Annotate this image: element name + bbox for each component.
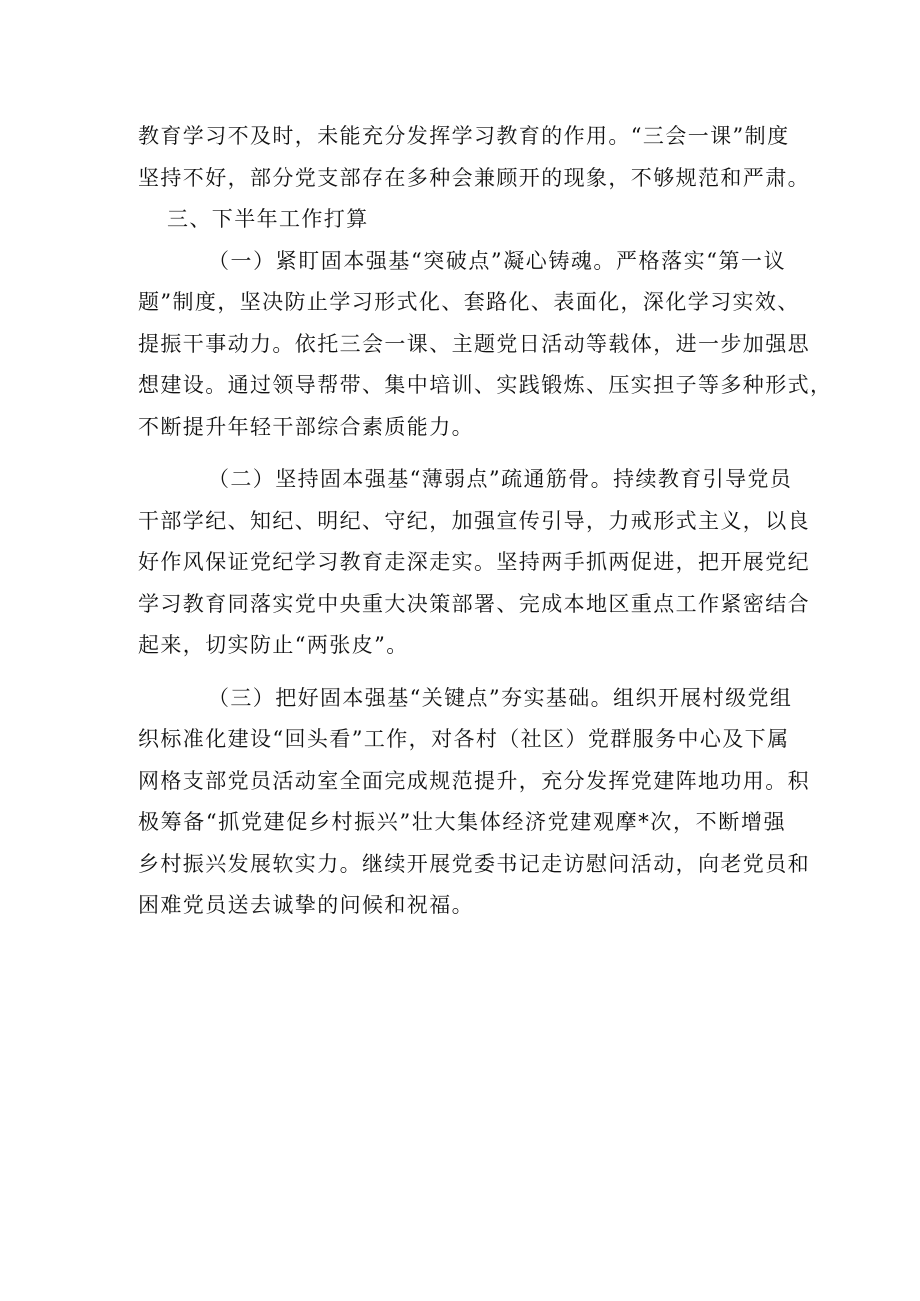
paragraph-line: 织标准化建设“回头看”工作，对各村（社区）党群服务中心及下属 xyxy=(138,727,790,751)
paragraph-line: 想建设。通过领导帮带、集中培训、实践锻炼、压实担子等多种形式， xyxy=(138,373,833,397)
paragraph-line: 学习教育同落实党中央重大决策部署、完成本地区重点工作紧密结合 xyxy=(138,591,810,616)
paragraph-line: （一）紧盯固本强基“突破点”凝心铸魂。严格落实“第一议 xyxy=(208,248,786,273)
paragraph-line: 起来，切实防止“两张皮”。 xyxy=(138,633,409,657)
document-body xyxy=(138,116,833,927)
paragraph-line: 不断提升年轻干部综合素质能力。 xyxy=(138,414,474,439)
paragraph-line: 困难党员送去诚挚的问候和祝福。 xyxy=(138,893,474,917)
section-heading: 三、下半年工作打算 xyxy=(167,207,369,231)
paragraph-line: 干部学纪、知纪、明纪、守纪，加强宣传引导，力戒形式主义，以良 xyxy=(138,508,810,533)
paragraph-line: 乡村振兴发展软实力。继续开展党委书记走访慰问活动，向老党员和 xyxy=(138,851,810,876)
intro-paragraph xyxy=(138,116,810,199)
paragraph-line: 好作风保证党纪学习教育走深走实。坚持两手抓两促进，把开展党纪 xyxy=(138,550,810,574)
paragraph-two xyxy=(138,459,810,667)
paragraph-line: 教育学习不及时，未能充分发挥学习教育的作用。“三会一课”制度 xyxy=(138,124,790,148)
paragraph-line: 坚持不好，部分党支部存在多种会兼顾开的现象，不够规范和严肃。 xyxy=(138,165,810,190)
paragraph-line: （三）把好固本强基“关键点”夯实基础。组织开展村级党组 xyxy=(208,685,793,710)
paragraph-three xyxy=(138,678,810,927)
paragraph-line: 提振干事动力。依托三会一课、主题党日活动等载体，进一步加强思 xyxy=(138,331,810,356)
paragraph-line: 极筹备“抓党建促乡村振兴”壮大集体经济党建观摩*次，不断增强 xyxy=(138,810,786,834)
paragraph-line: 题”制度，坚决防止学习形式化、套路化、表面化，深化学习实效、 xyxy=(138,290,800,314)
paragraph-line: 网格支部党员活动室全面完成规范提升，充分发挥党建阵地功用。积 xyxy=(138,768,810,793)
paragraph-one xyxy=(138,241,833,449)
paragraph-line: （二）坚持固本强基“薄弱点”疏通筋骨。持续教育引导党员 xyxy=(208,467,793,491)
